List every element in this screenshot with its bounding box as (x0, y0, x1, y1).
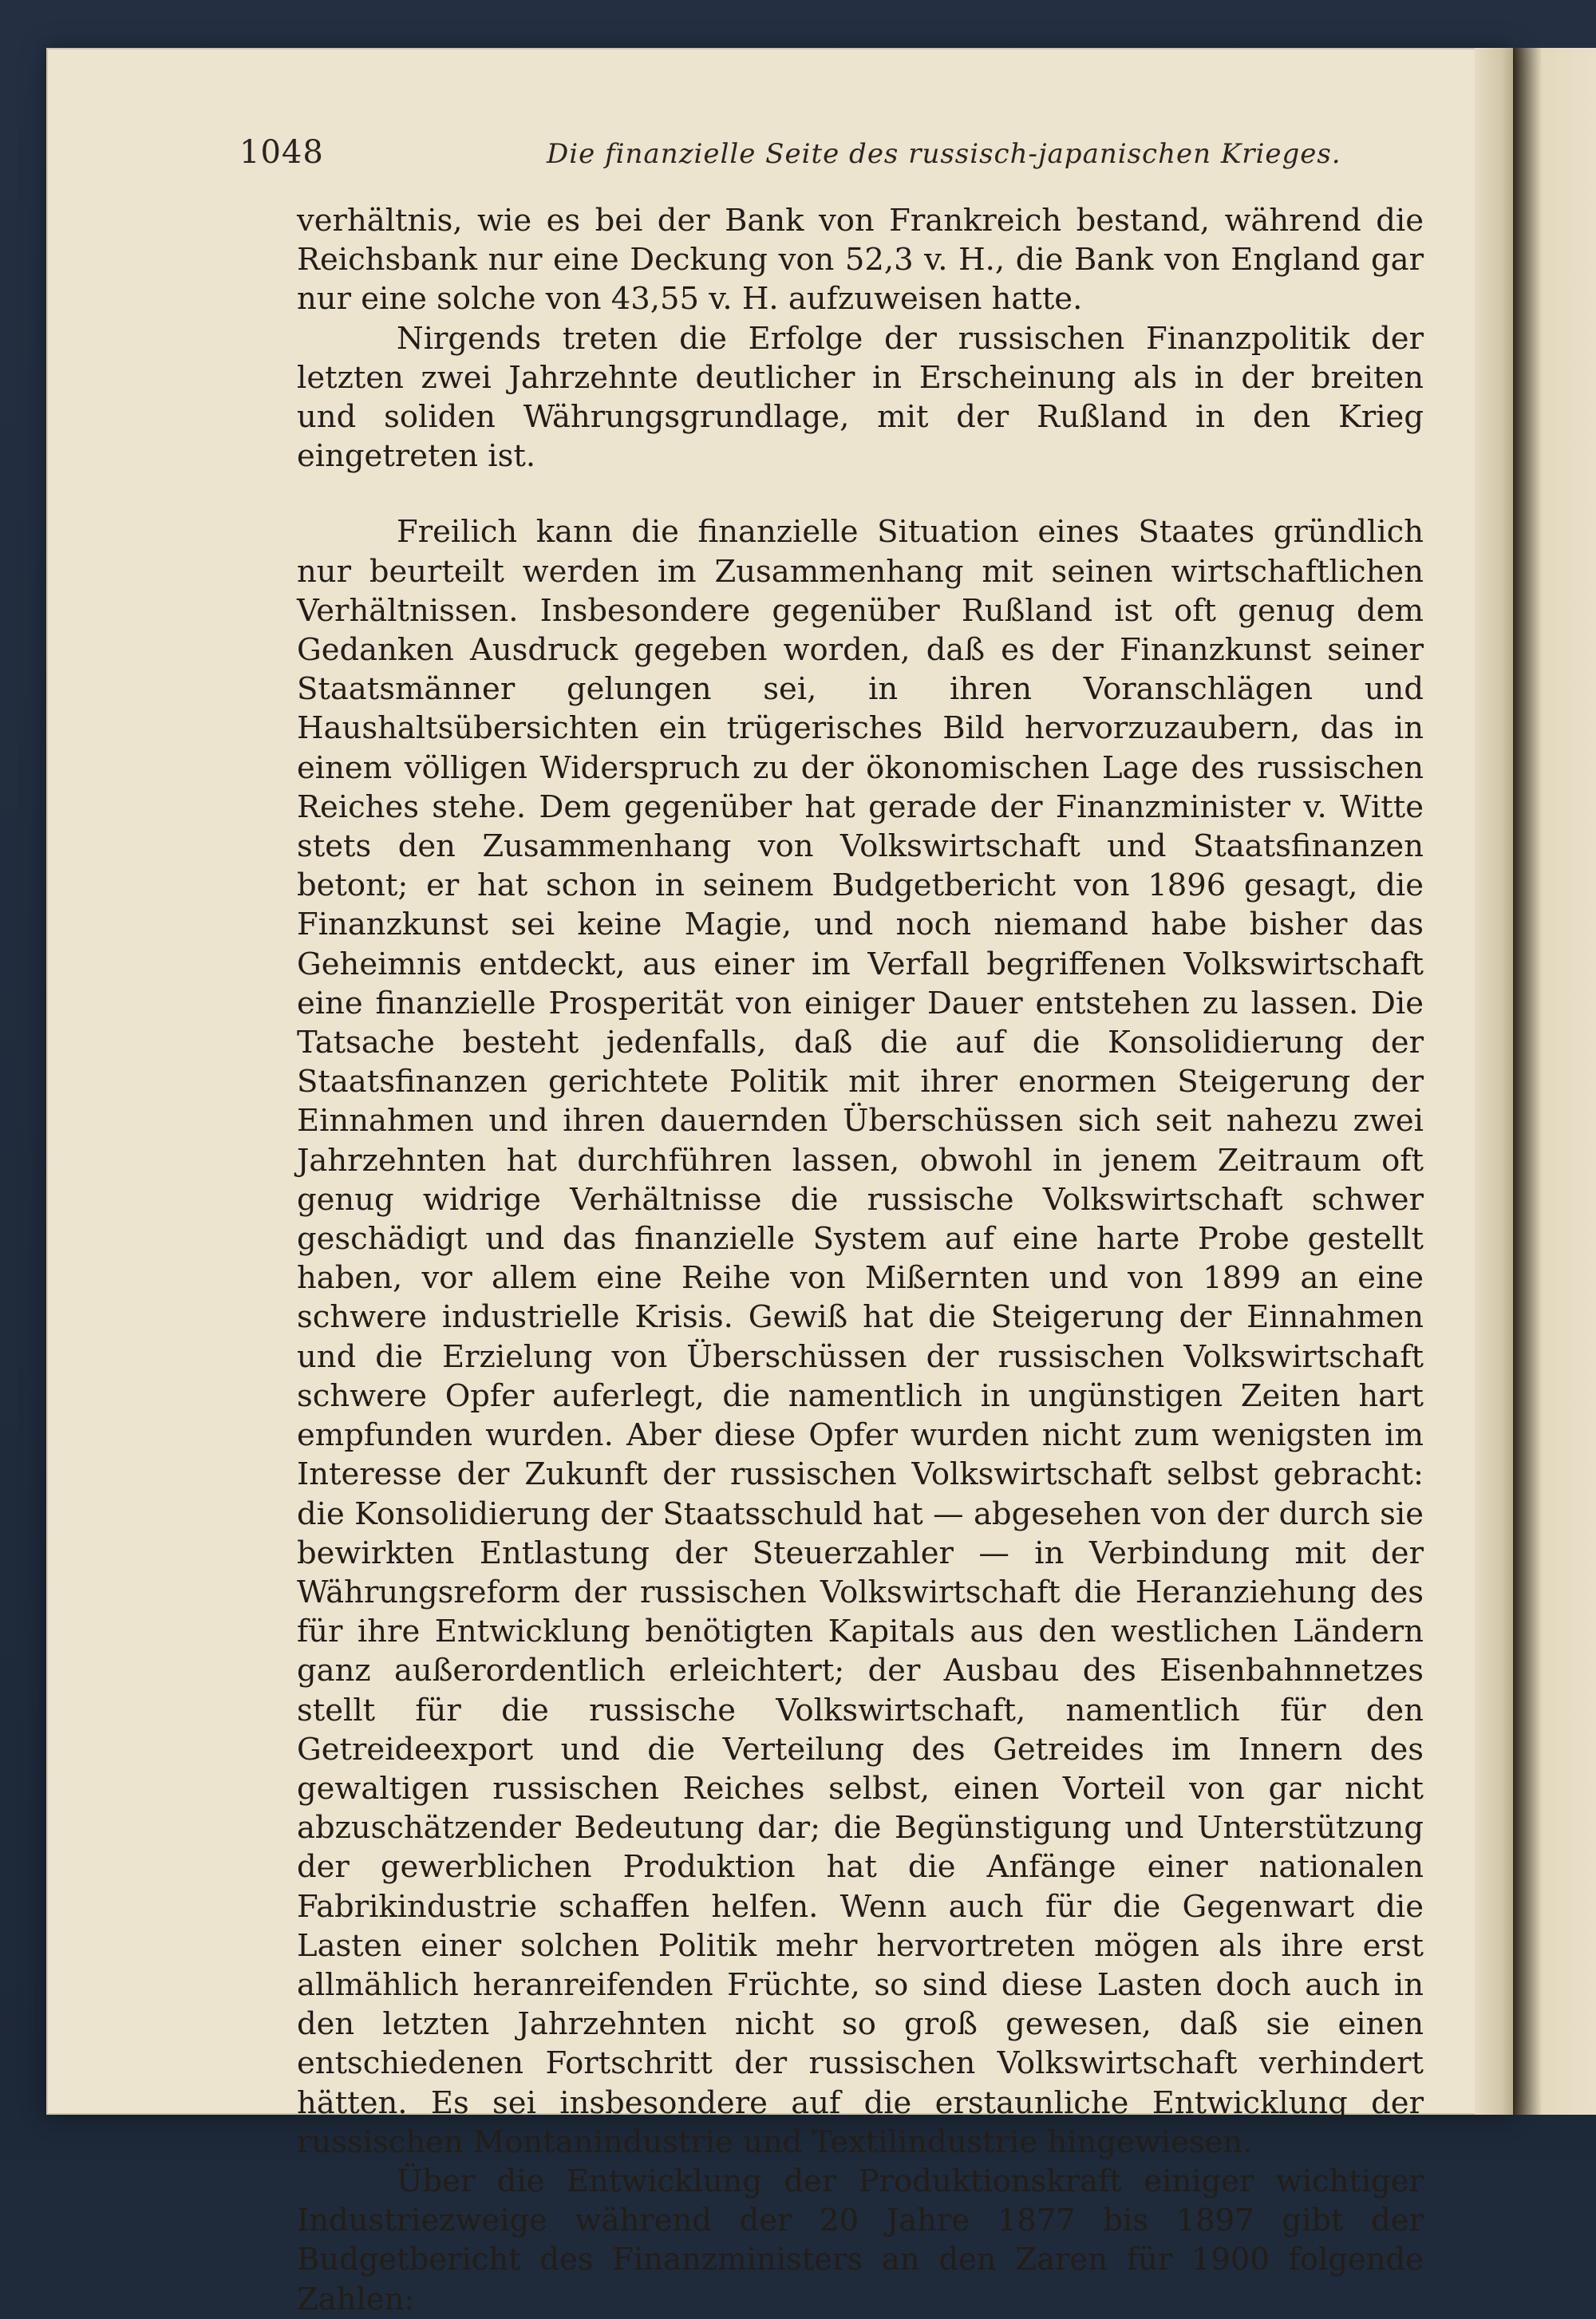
paragraph-industry-figures-intro: Über die Entwicklung der Produktionskraft einiger wichtiger Industriezweige während der 20 Jahre 1877 bis 1897 gibt der Budgetbericht des Finanzministers an den Zaren für 1900 folgende Zahlen: (297, 2163, 1424, 2317)
paragraph-economic-situation: Freilich kann die finanzielle Situation eines Staates gründlich nur beurteilt werden im Zusammenhang mit seinen wirtschaftlichen Verhältnissen. Insbesondere gegenüber Rußland ist oft genug dem Gedanken Ausdruck gegeben worden, daß es der Finanzkunst seiner Staatsmänner gelungen sei, in ihren Voranschlägen und Haushaltsübersichten ein trügerisches Bild hervorzuzaubern, das in einem völligen Widerspruch zu der ökonomischen Lage des russischen Reiches stehe. Dem gegenüber hat gerade der Finanzminister v. Witte stets den Zusammenhang von Volkswirtschaft und Staatsfinanzen betont; er hat schon in seinem Budgetbericht von 1896 gesagt, die Finanzkunst sei keine Magie, und noch niemand habe bisher das Geheimnis entdeckt, aus einer im Verfall begriffenen Volkswirtschaft eine finanzielle Prosperität von einiger Dauer entstehen zu lassen. Die Tatsache besteht jedenfalls, daß die auf die Konsolidierung der Staatsfinanzen gerichtete Politik mit ihrer enormen Steigerung der Einnahmen und ihren dauernden Überschüssen sich seit nahezu zwei Jahrzehnten hat durchführen lassen, obwohl in jenem Zeitraum oft genug widrige Verhältnisse die russische Volkswirtschaft schwer geschädigt und das finanzielle System auf eine harte Probe gestellt haben, vor allem eine Reihe von Mißernten und von 1899 an eine schwere industrielle Krisis. Gewiß hat die Steigerung der Einnahmen und die Erzielung von Überschüssen der russischen Volkswirtschaft schwere Opfer auferlegt, die namentlich in ungünstigen Zeiten hart empfunden wurden. Aber diese Opfer wurden nicht zum wenigsten im Interesse der Zukunft der russischen Volkswirtschaft selbst gebracht: die Konsolidierung der Staatsschuld hat — abgesehen von der durch sie bewirkten Entlastung der Steuerzahler — in Verbindung mit der Währungsreform der russischen Volkswirtschaft die Heranziehung des für ihre Entwicklung benötigten Kapitals aus den westlichen Ländern ganz außerordentlich erleichtert; der Ausbau des Eisenbahnnetzes stellt für die russische Volkswirtschaft, namentlich für den Getreideexport und die Verteilung des Getreides im Innern des gewaltigen russischen Reiches selbst, einen Vorteil von gar nicht abzuschätzender Bedeutung dar; die Begünstigung und Unterstützung der gewerblichen Produktion hat die Anfänge einer nationalen Fabrikindustrie schaffen helfen. Wenn auch für die Gegenwart die Lasten einer solchen Politik mehr hervortreten mögen als ihre erst allmählich heranreifenden Früchte, so sind diese Lasten doch auch in den letzten Jahrzehnten nicht so groß gewesen, daß sie einen entschiedenen Fortschritt der russischen Volkswirtschaft verhindert hätten. Es sei insbesondere auf die erstaunliche Entwicklung der russischen Montanindustrie und Textilindustrie hingewiesen. (297, 514, 1424, 2160)
page-number: 1048 (239, 134, 324, 171)
page-header (239, 134, 1420, 182)
paragraph-continuation: verhältnis, wie es bei der Bank von Frankreich bestand, während die Reichsbank nur eine Deckung von 52,3 v. H., die Bank von England gar nur eine solche von 43,55 v. H. aufzuweisen hatte. (297, 203, 1424, 318)
running-head: Die finanzielle Seite des russisch-japanischen Krieges. (547, 138, 1341, 170)
paragraph-currency-basis: Nirgends treten die Erfolge der russischen Finanzpolitik der letzten zwei Jahrzehnte deutlicher in Erscheinung als in der breiten und soliden Währungsgrundlage, mit der Rußland in den Krieg eingetreten ist. (297, 320, 1424, 475)
body-text (297, 201, 1424, 2319)
facing-page-edge (1513, 48, 1596, 2115)
page-gutter-shadow (1475, 48, 1513, 2115)
